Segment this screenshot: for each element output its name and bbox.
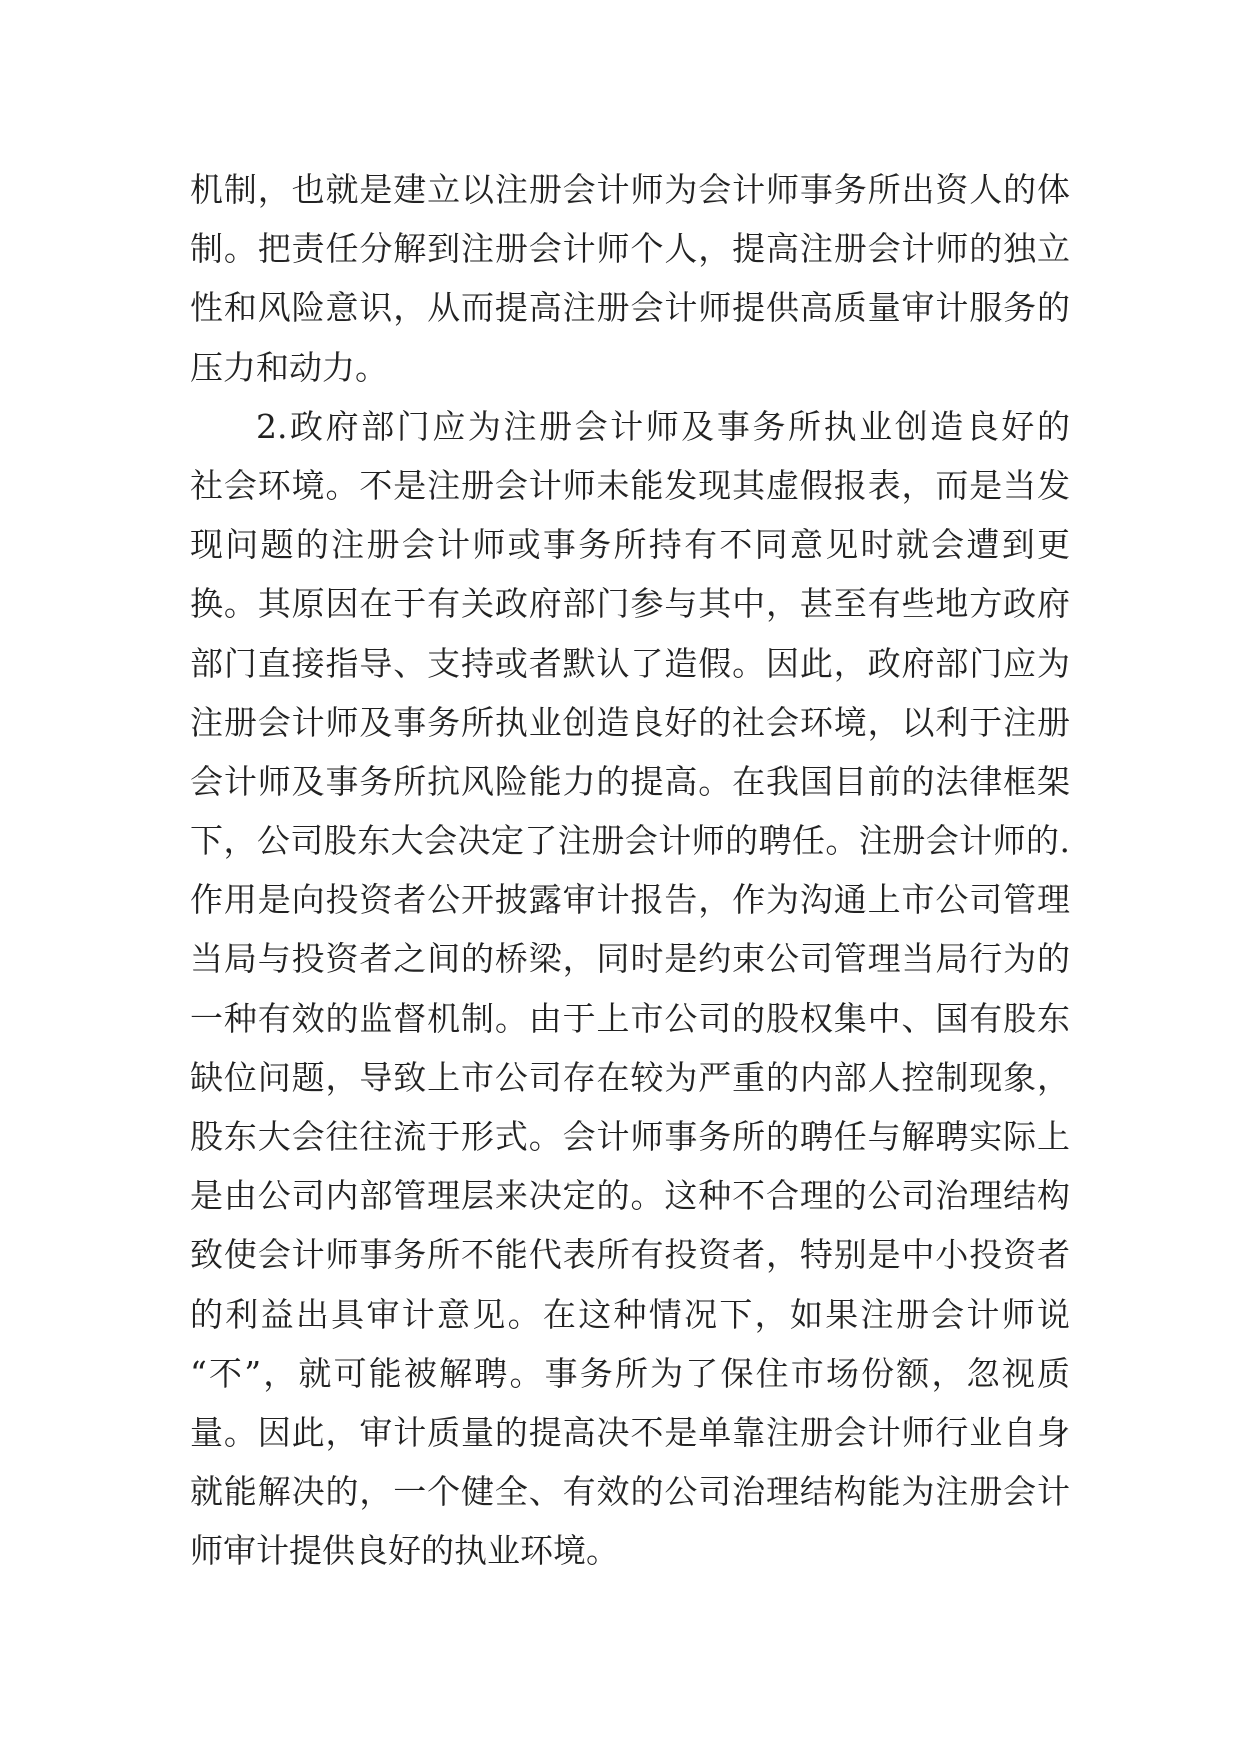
text-line: 下，公司股东大会决定了注册会计师的聘任。注册会计师的.: [190, 821, 1070, 861]
text-line: 现问题的注册会计师或事务所持有不同意见时就会遭到更: [190, 525, 1070, 565]
text-line: 2.政府部门应为注册会计师及事务所执业创造良好的: [256, 406, 1070, 446]
text-line: 一种有效的监督机制。由于上市公司的股权集中、国有股东: [190, 998, 1070, 1038]
text-line: 部门直接指导、支持或者默认了造假。因此，政府部门应为: [190, 643, 1070, 683]
text-line: 换。其原因在于有关政府部门参与其中，甚至有些地方政府: [190, 584, 1070, 624]
text-line: 股东大会往往流于形式。会计师事务所的聘任与解聘实际上: [190, 1117, 1070, 1156]
text-line: 当局与投资者之间的桥梁，同时是约束公司管理当局行为的: [190, 939, 1070, 979]
paragraph-1: [190, 160, 1070, 397]
text-line: 会计师及事务所抗风险能力的提高。在我国目前的法律框架: [190, 761, 1070, 801]
text-line: 机制，也就是建立以注册会计师为会计师事务所出资人的体: [190, 170, 1070, 209]
text-line: 制。把责任分解到注册会计师个人，提高注册会计师的独立: [190, 229, 1070, 269]
text-line: 致使会计师事务所不能代表所有投资者，特别是中小投资者: [190, 1235, 1070, 1275]
text-line: 就能解决的，一个健全、有效的公司治理结构能为注册会计: [190, 1472, 1070, 1512]
text-line: 压力和动力。: [190, 347, 388, 387]
text-line: 注册会计师及事务所执业创造良好的社会环境，以利于注册: [190, 702, 1070, 742]
text-line: 社会环境。不是注册会计师未能发现其虚假报表，而是当发: [190, 465, 1070, 505]
text-line: 缺位问题，导致上市公司存在较为严重的内部人控制现象，: [190, 1057, 1070, 1097]
text-line: 作用是向投资者公开披露审计报告，作为沟通上市公司管理: [190, 880, 1070, 920]
body-text: [190, 160, 1070, 1581]
text-line: 性和风险意识，从而提高注册会计师提供高质量审计服务的: [190, 288, 1070, 328]
text-line: 是由公司内部管理层来决定的。这种不合理的公司治理结构: [190, 1176, 1070, 1216]
text-line: “不”，就可能被解聘。事务所为了保住市场份额，忽视质: [190, 1353, 1070, 1393]
text-line: 的利益出具审计意见。在这种情况下，如果注册会计师说: [190, 1294, 1070, 1334]
text-line: 师审计提供良好的执业环境。: [190, 1531, 619, 1571]
text-line: 量。因此，审计质量的提高决不是单靠注册会计师行业自身: [190, 1412, 1070, 1452]
paragraph-2: [190, 397, 1070, 1581]
